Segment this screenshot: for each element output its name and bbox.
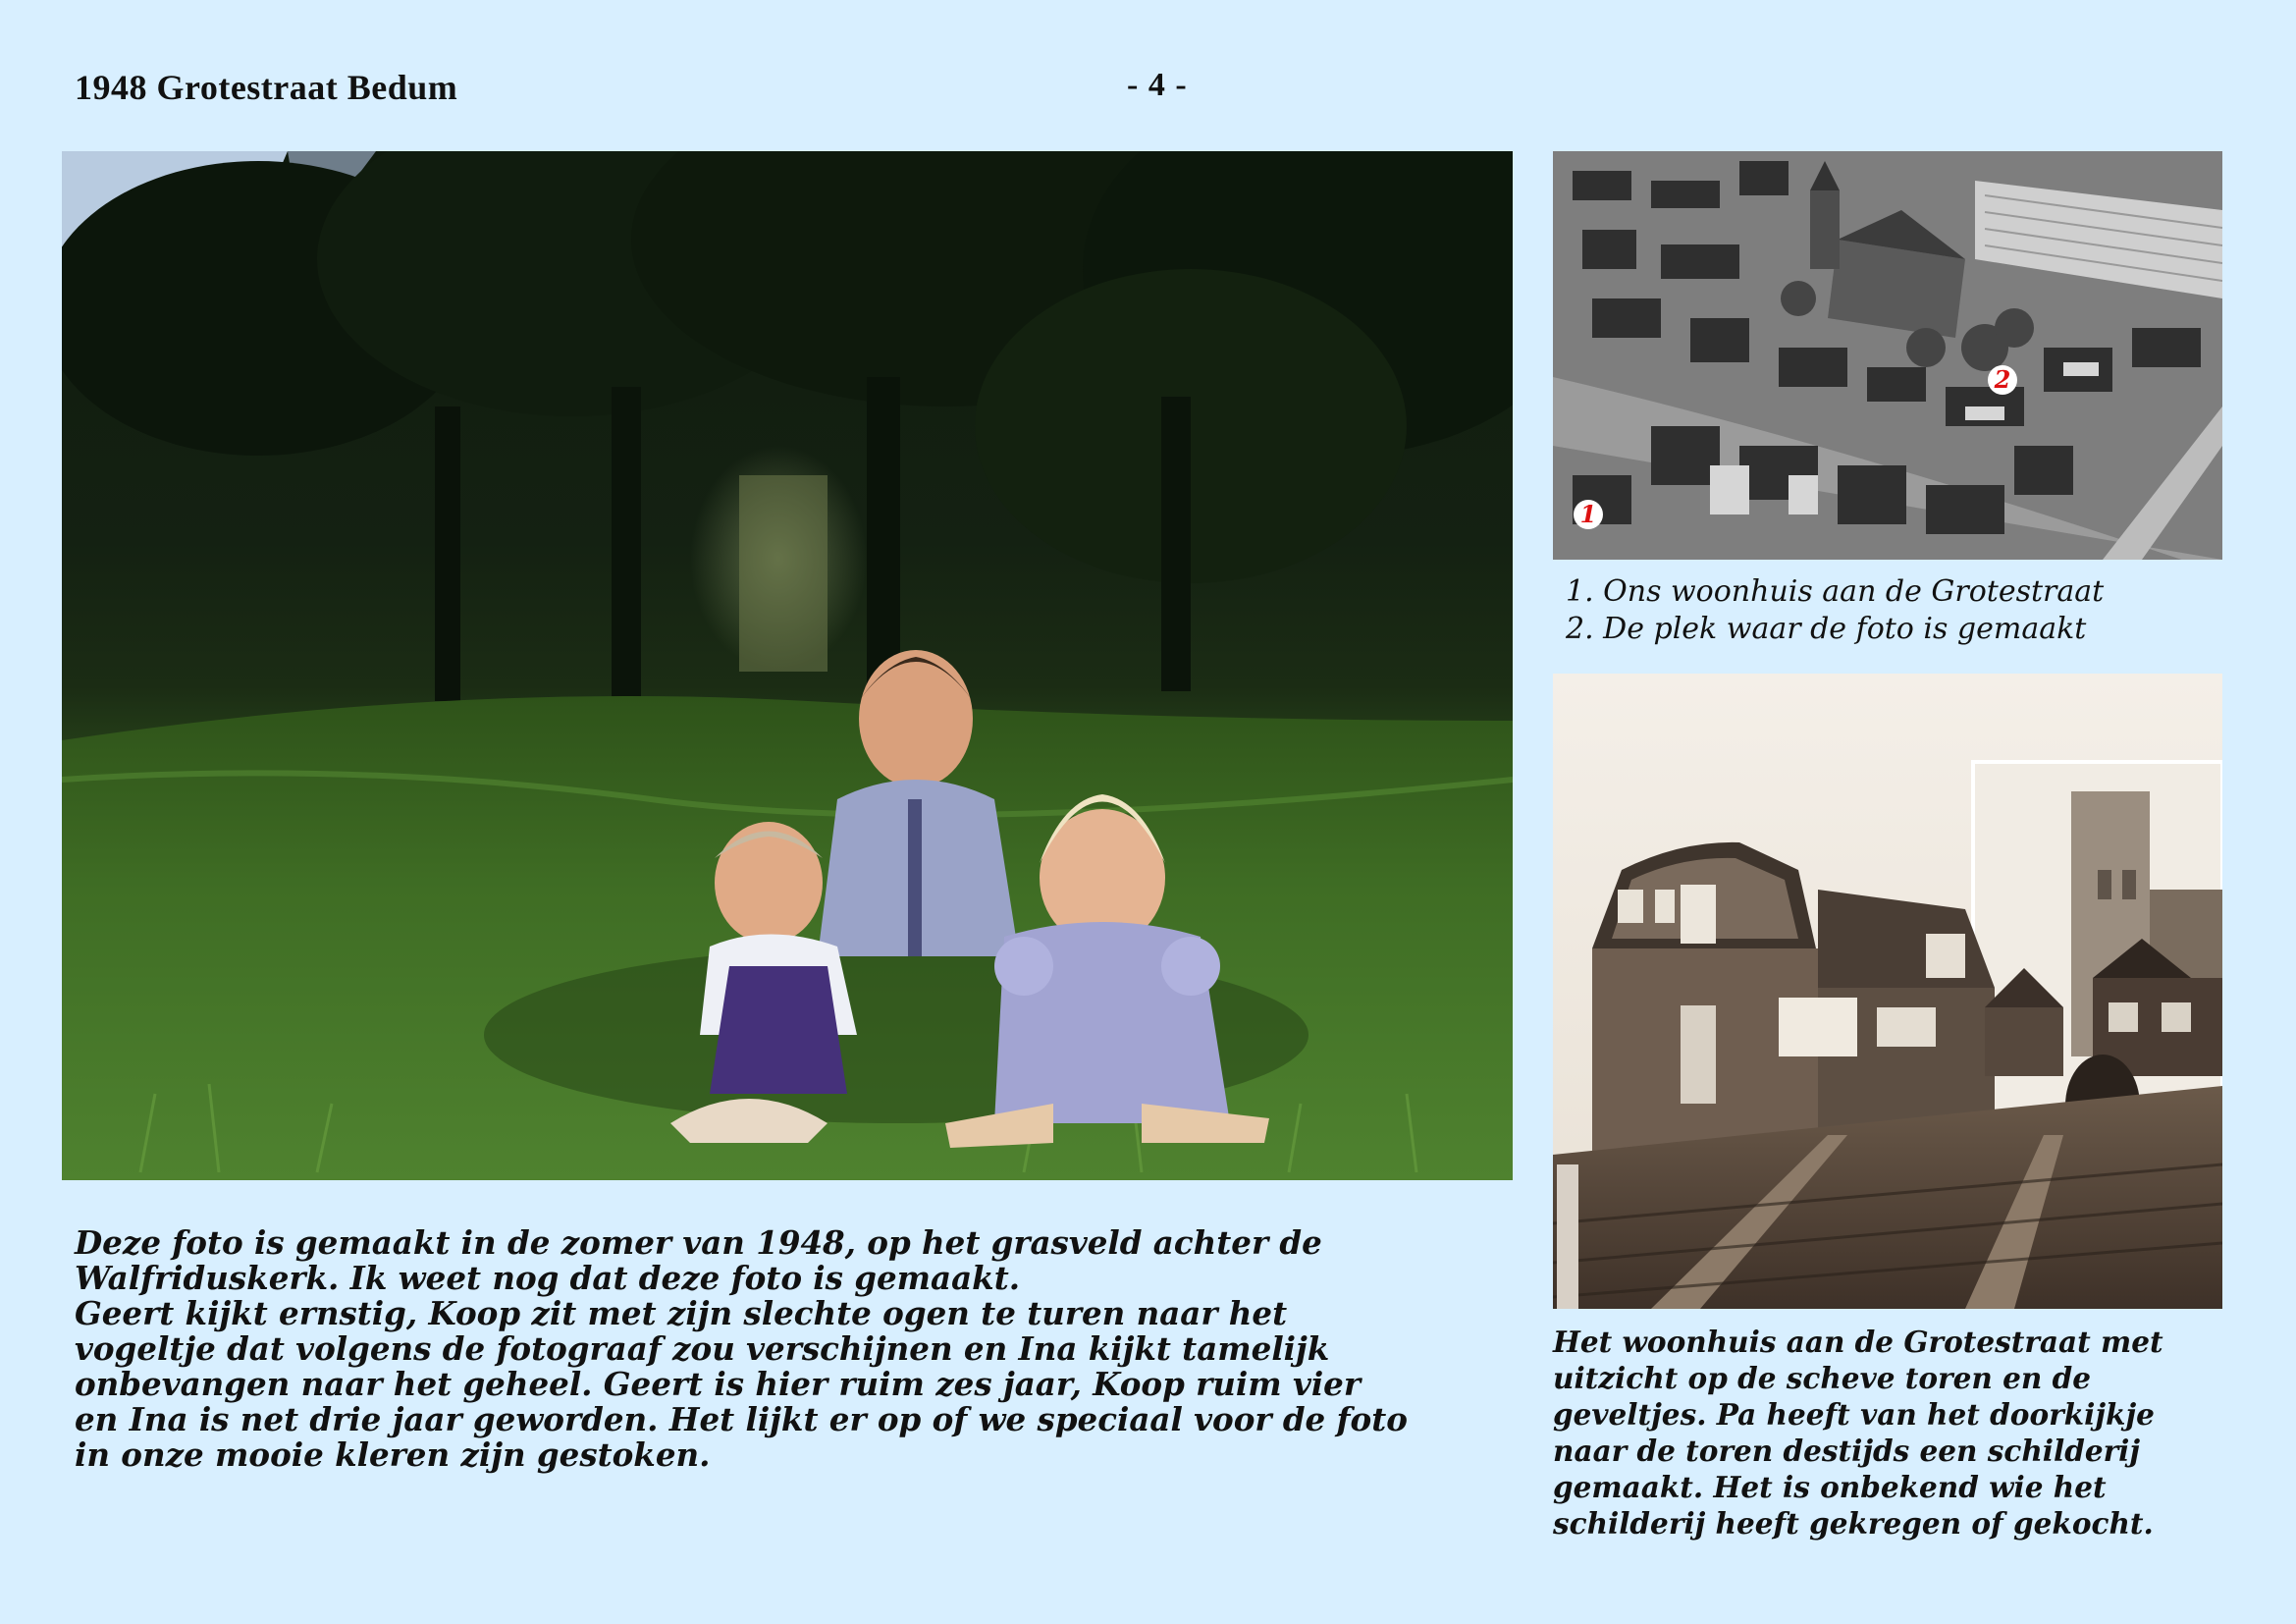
aerial-photo-illustration — [1553, 151, 2222, 560]
main-description-line-2: Walfriduskerk. Ik weet nog dat deze foto is gemaakt. — [75, 1259, 1021, 1297]
house-caption — [1553, 1324, 2240, 1542]
main-description-line-7: in onze mooie kleren zijn gestoken. — [75, 1435, 711, 1474]
children-photo-illustration — [62, 151, 1513, 1180]
page-number: - 4 - — [1127, 67, 1188, 103]
house-caption-line-1: Het woonhuis aan de Grotestraat met — [1553, 1325, 2163, 1359]
page-title: 1948 Grotestraat Bedum — [75, 68, 458, 107]
aerial-marker-2: 2 — [1988, 365, 2017, 395]
house-photo — [1553, 674, 2222, 1309]
main-description-line-4: vogeltje dat volgens de fotograaf zou verschijnen en Ina kijkt tamelijk — [75, 1329, 1330, 1368]
aerial-caption-line-1: 1. Ons woonhuis aan de Grotestraat — [1566, 574, 2105, 609]
main-description — [75, 1225, 1518, 1473]
main-description-line-1: Deze foto is gemaakt in de zomer van 1948, op het grasveld achter de — [75, 1223, 1322, 1262]
main-description-line-6: en Ina is net drie jaar geworden. Het lijkt er op of we speciaal voor de foto — [75, 1400, 1408, 1438]
main-description-line-3: Geert kijkt ernstig, Koop zit met zijn slechte ogen te turen naar het — [75, 1294, 1288, 1332]
house-photo-illustration — [1553, 674, 2222, 1309]
aerial-marker-1: 1 — [1574, 500, 1603, 529]
aerial-caption-line-2: 2. De plek waar de foto is gemaakt — [1566, 612, 2087, 646]
house-caption-line-4: naar de toren destijds een schilderij — [1553, 1434, 2141, 1468]
house-caption-line-5: gemaakt. Het is onbekend wie het — [1553, 1470, 2107, 1504]
house-caption-line-6: schilderij heeft gekregen of gekocht. — [1553, 1506, 2154, 1541]
main-description-line-5: onbevangen naar het geheel. Geert is hier ruim zes jaar, Koop ruim vier — [75, 1365, 1361, 1403]
aerial-caption — [1566, 573, 2104, 648]
house-caption-line-3: geveltjes. Pa heeft van het doorkijkje — [1553, 1397, 2155, 1432]
house-caption-line-2: uitzicht op de scheve toren en de — [1553, 1361, 2091, 1395]
aerial-photo — [1553, 151, 2222, 560]
children-photo — [62, 151, 1513, 1180]
